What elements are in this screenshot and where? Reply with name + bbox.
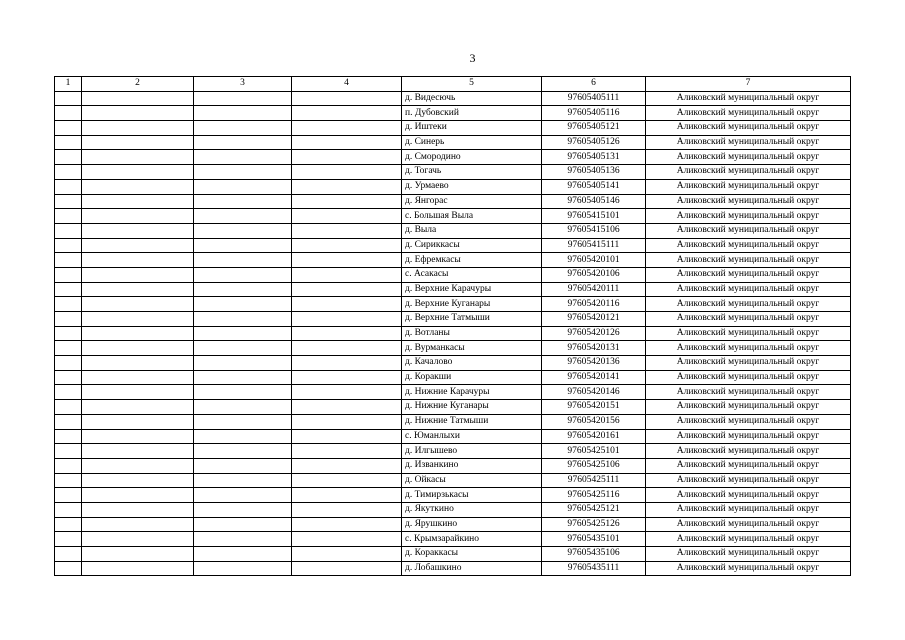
- municipality-cell: Аликовский муниципальный округ: [646, 502, 851, 517]
- cell-col2: [82, 91, 194, 106]
- row-number-cell: [55, 282, 82, 297]
- table-row: [55, 282, 851, 297]
- table-row: [55, 561, 851, 576]
- cell-col4: [292, 326, 402, 341]
- settlement-name-cell: д. Нижние Карачуры: [402, 385, 542, 400]
- settlement-name-cell: д. Вотланы: [402, 326, 542, 341]
- oktmo-code-cell: 97605405131: [542, 150, 646, 165]
- table-row: [55, 517, 851, 532]
- municipality-cell: Аликовский муниципальный округ: [646, 194, 851, 209]
- settlement-name-cell: д. Нижние Татмыши: [402, 414, 542, 429]
- municipality-cell: Аликовский муниципальный округ: [646, 458, 851, 473]
- table-row: [55, 341, 851, 356]
- municipality-cell: Аликовский муниципальный округ: [646, 312, 851, 327]
- cell-col4: [292, 385, 402, 400]
- settlement-name-cell: д. Синерь: [402, 135, 542, 150]
- municipality-cell: Аликовский муниципальный округ: [646, 547, 851, 562]
- cell-col4: [292, 253, 402, 268]
- row-number-cell: [55, 267, 82, 282]
- municipality-cell: Аликовский муниципальный округ: [646, 121, 851, 136]
- row-number-cell: [55, 356, 82, 371]
- oktmo-code-cell: 97605420121: [542, 312, 646, 327]
- row-number-cell: [55, 473, 82, 488]
- cell-col3: [194, 179, 292, 194]
- oktmo-code-cell: 97605435101: [542, 532, 646, 547]
- column-header-5: 5: [402, 77, 542, 92]
- row-number-cell: [55, 253, 82, 268]
- oktmo-code-cell: 97605420106: [542, 267, 646, 282]
- table-row: [55, 150, 851, 165]
- settlement-name-cell: д. Ефремкасы: [402, 253, 542, 268]
- table-header-row: [55, 77, 851, 92]
- table-row: [55, 165, 851, 180]
- oktmo-code-cell: 97605420126: [542, 326, 646, 341]
- cell-col2: [82, 561, 194, 576]
- cell-col4: [292, 502, 402, 517]
- table-row: [55, 356, 851, 371]
- row-number-cell: [55, 91, 82, 106]
- column-header-4: 4: [292, 77, 402, 92]
- cell-col2: [82, 106, 194, 121]
- cell-col3: [194, 135, 292, 150]
- row-number-cell: [55, 150, 82, 165]
- table-row: [55, 106, 851, 121]
- cell-col3: [194, 282, 292, 297]
- cell-col4: [292, 444, 402, 459]
- settlement-name-cell: д. Иштеки: [402, 121, 542, 136]
- cell-col3: [194, 444, 292, 459]
- cell-col2: [82, 209, 194, 224]
- row-number-cell: [55, 532, 82, 547]
- cell-col2: [82, 135, 194, 150]
- cell-col2: [82, 253, 194, 268]
- settlement-name-cell: д. Вурманкасы: [402, 341, 542, 356]
- table-row: [55, 209, 851, 224]
- settlement-name-cell: с. Юманлыхи: [402, 429, 542, 444]
- row-number-cell: [55, 341, 82, 356]
- cell-col2: [82, 502, 194, 517]
- cell-col2: [82, 517, 194, 532]
- municipality-cell: Аликовский муниципальный округ: [646, 341, 851, 356]
- cell-col2: [82, 473, 194, 488]
- cell-col3: [194, 312, 292, 327]
- cell-col4: [292, 121, 402, 136]
- oktmo-code-cell: 97605435111: [542, 561, 646, 576]
- column-header-3: 3: [194, 77, 292, 92]
- cell-col4: [292, 370, 402, 385]
- row-number-cell: [55, 209, 82, 224]
- cell-col4: [292, 473, 402, 488]
- cell-col4: [292, 312, 402, 327]
- settlement-name-cell: д. Янгорас: [402, 194, 542, 209]
- table-row: [55, 267, 851, 282]
- cell-col4: [292, 532, 402, 547]
- row-number-cell: [55, 370, 82, 385]
- table-row: [55, 297, 851, 312]
- row-number-cell: [55, 444, 82, 459]
- settlement-name-cell: д. Качалово: [402, 356, 542, 371]
- cell-col3: [194, 400, 292, 415]
- settlement-name-cell: д. Нижние Куганары: [402, 400, 542, 415]
- oktmo-code-cell: 97605425101: [542, 444, 646, 459]
- row-number-cell: [55, 121, 82, 136]
- oktmo-code-cell: 97605405136: [542, 165, 646, 180]
- cell-col3: [194, 502, 292, 517]
- cell-col3: [194, 91, 292, 106]
- table-row: [55, 458, 851, 473]
- municipality-cell: Аликовский муниципальный округ: [646, 444, 851, 459]
- cell-col3: [194, 297, 292, 312]
- cell-col4: [292, 165, 402, 180]
- cell-col4: [292, 91, 402, 106]
- row-number-cell: [55, 312, 82, 327]
- cell-col4: [292, 341, 402, 356]
- municipality-cell: Аликовский муниципальный округ: [646, 267, 851, 282]
- cell-col4: [292, 400, 402, 415]
- row-number-cell: [55, 165, 82, 180]
- cell-col2: [82, 444, 194, 459]
- cell-col4: [292, 458, 402, 473]
- municipality-cell: Аликовский муниципальный округ: [646, 532, 851, 547]
- table-row: [55, 135, 851, 150]
- row-number-cell: [55, 547, 82, 562]
- table-row: [55, 400, 851, 415]
- cell-col2: [82, 267, 194, 282]
- cell-col3: [194, 458, 292, 473]
- oktmo-code-cell: 97605420131: [542, 341, 646, 356]
- settlement-name-cell: д. Тимирзькасы: [402, 488, 542, 503]
- row-number-cell: [55, 458, 82, 473]
- oktmo-code-cell: 97605420141: [542, 370, 646, 385]
- table-row: [55, 532, 851, 547]
- cell-col3: [194, 209, 292, 224]
- municipality-cell: Аликовский муниципальный округ: [646, 370, 851, 385]
- municipality-cell: Аликовский муниципальный округ: [646, 429, 851, 444]
- page-number: 3: [469, 51, 476, 65]
- municipality-cell: Аликовский муниципальный округ: [646, 326, 851, 341]
- table-row: [55, 253, 851, 268]
- municipality-cell: Аликовский муниципальный округ: [646, 91, 851, 106]
- table-row: [55, 444, 851, 459]
- cell-col3: [194, 414, 292, 429]
- municipality-cell: Аликовский муниципальный округ: [646, 150, 851, 165]
- oktmo-code-cell: 97605420146: [542, 385, 646, 400]
- cell-col3: [194, 165, 292, 180]
- oktmo-code-cell: 97605415106: [542, 223, 646, 238]
- table-row: [55, 326, 851, 341]
- settlement-name-cell: д. Сириккасы: [402, 238, 542, 253]
- settlement-name-cell: д. Ярушкино: [402, 517, 542, 532]
- municipality-cell: Аликовский муниципальный округ: [646, 400, 851, 415]
- cell-col3: [194, 488, 292, 503]
- settlement-name-cell: д. Смородино: [402, 150, 542, 165]
- municipality-cell: Аликовский муниципальный округ: [646, 253, 851, 268]
- oktmo-code-cell: 97605425116: [542, 488, 646, 503]
- cell-col3: [194, 473, 292, 488]
- settlement-name-cell: с. Асакасы: [402, 267, 542, 282]
- oktmo-code-cell: 97605420111: [542, 282, 646, 297]
- oktmo-code-cell: 97605420156: [542, 414, 646, 429]
- table-body: [55, 91, 851, 576]
- cell-col3: [194, 253, 292, 268]
- oktmo-code-cell: 97605420151: [542, 400, 646, 415]
- municipality-cell: Аликовский муниципальный округ: [646, 414, 851, 429]
- row-number-cell: [55, 106, 82, 121]
- municipality-cell: Аликовский муниципальный округ: [646, 473, 851, 488]
- settlement-name-cell: д. Выла: [402, 223, 542, 238]
- cell-col3: [194, 267, 292, 282]
- cell-col3: [194, 517, 292, 532]
- row-number-cell: [55, 517, 82, 532]
- cell-col2: [82, 385, 194, 400]
- oktmo-code-cell: 97605425106: [542, 458, 646, 473]
- table-row: [55, 238, 851, 253]
- cell-col4: [292, 135, 402, 150]
- column-header-2: 2: [82, 77, 194, 92]
- cell-col2: [82, 179, 194, 194]
- cell-col4: [292, 209, 402, 224]
- cell-col4: [292, 517, 402, 532]
- settlement-name-cell: д. Урмаево: [402, 179, 542, 194]
- table-row: [55, 488, 851, 503]
- cell-col4: [292, 297, 402, 312]
- settlement-name-cell: д. Изванкино: [402, 458, 542, 473]
- cell-col3: [194, 341, 292, 356]
- table-row: [55, 547, 851, 562]
- cell-col3: [194, 223, 292, 238]
- oktmo-code-cell: 97605405141: [542, 179, 646, 194]
- cell-col4: [292, 150, 402, 165]
- oktmo-code-cell: 97605425111: [542, 473, 646, 488]
- oktmo-code-cell: 97605420161: [542, 429, 646, 444]
- table-row: [55, 473, 851, 488]
- oktmo-code-cell: 97605405111: [542, 91, 646, 106]
- table-row: [55, 312, 851, 327]
- oktmo-code-cell: 97605405121: [542, 121, 646, 136]
- table-row: [55, 370, 851, 385]
- oktmo-code-cell: 97605420101: [542, 253, 646, 268]
- row-number-cell: [55, 400, 82, 415]
- cell-col2: [82, 341, 194, 356]
- municipality-cell: Аликовский муниципальный округ: [646, 356, 851, 371]
- cell-col3: [194, 370, 292, 385]
- row-number-cell: [55, 561, 82, 576]
- row-number-cell: [55, 194, 82, 209]
- cell-col4: [292, 238, 402, 253]
- cell-col4: [292, 488, 402, 503]
- cell-col4: [292, 267, 402, 282]
- cell-col3: [194, 429, 292, 444]
- settlement-name-cell: д. Верхние Карачуры: [402, 282, 542, 297]
- cell-col2: [82, 312, 194, 327]
- table-row: [55, 121, 851, 136]
- table-row: [55, 179, 851, 194]
- municipality-cell: Аликовский муниципальный округ: [646, 179, 851, 194]
- cell-col2: [82, 400, 194, 415]
- settlement-name-cell: д. Видесючь: [402, 91, 542, 106]
- cell-col2: [82, 150, 194, 165]
- cell-col2: [82, 532, 194, 547]
- table-row: [55, 429, 851, 444]
- row-number-cell: [55, 223, 82, 238]
- table-row: [55, 385, 851, 400]
- column-header-7: 7: [646, 77, 851, 92]
- cell-col3: [194, 326, 292, 341]
- column-header-6: 6: [542, 77, 646, 92]
- row-number-cell: [55, 502, 82, 517]
- row-number-cell: [55, 238, 82, 253]
- oktmo-code-cell: 97605405126: [542, 135, 646, 150]
- oktmo-code-cell: 97605425121: [542, 502, 646, 517]
- municipality-cell: Аликовский муниципальный округ: [646, 297, 851, 312]
- cell-col2: [82, 194, 194, 209]
- municipality-cell: Аликовский муниципальный округ: [646, 238, 851, 253]
- cell-col4: [292, 179, 402, 194]
- cell-col3: [194, 150, 292, 165]
- cell-col4: [292, 429, 402, 444]
- municipality-cell: Аликовский муниципальный округ: [646, 106, 851, 121]
- oktmo-code-cell: 97605425126: [542, 517, 646, 532]
- cell-col2: [82, 121, 194, 136]
- oktmo-code-cell: 97605405146: [542, 194, 646, 209]
- settlement-name-cell: д. Верхние Татмыши: [402, 312, 542, 327]
- oktmo-code-cell: 97605435106: [542, 547, 646, 562]
- municipality-cell: Аликовский муниципальный округ: [646, 223, 851, 238]
- cell-col3: [194, 238, 292, 253]
- cell-col2: [82, 297, 194, 312]
- cell-col3: [194, 356, 292, 371]
- cell-col2: [82, 370, 194, 385]
- cell-col4: [292, 414, 402, 429]
- cell-col2: [82, 488, 194, 503]
- cell-col4: [292, 561, 402, 576]
- municipality-cell: Аликовский муниципальный округ: [646, 209, 851, 224]
- cell-col3: [194, 385, 292, 400]
- row-number-cell: [55, 429, 82, 444]
- cell-col3: [194, 547, 292, 562]
- table-row: [55, 194, 851, 209]
- settlements-table: [54, 76, 851, 576]
- settlement-name-cell: д. Илгышево: [402, 444, 542, 459]
- municipality-cell: Аликовский муниципальный округ: [646, 517, 851, 532]
- cell-col2: [82, 429, 194, 444]
- settlement-name-cell: д. Якуткино: [402, 502, 542, 517]
- municipality-cell: Аликовский муниципальный округ: [646, 561, 851, 576]
- table-row: [55, 223, 851, 238]
- municipality-cell: Аликовский муниципальный округ: [646, 385, 851, 400]
- cell-col3: [194, 561, 292, 576]
- row-number-cell: [55, 488, 82, 503]
- row-number-cell: [55, 414, 82, 429]
- settlement-name-cell: с. Крымзарайкино: [402, 532, 542, 547]
- cell-col2: [82, 356, 194, 371]
- municipality-cell: Аликовский муниципальный округ: [646, 135, 851, 150]
- municipality-cell: Аликовский муниципальный округ: [646, 282, 851, 297]
- table-row: [55, 414, 851, 429]
- municipality-cell: Аликовский муниципальный округ: [646, 488, 851, 503]
- settlement-name-cell: д. Кораккасы: [402, 547, 542, 562]
- column-header-1: 1: [55, 77, 82, 92]
- settlement-name-cell: д. Верхние Куганары: [402, 297, 542, 312]
- row-number-cell: [55, 135, 82, 150]
- cell-col3: [194, 194, 292, 209]
- cell-col2: [82, 547, 194, 562]
- cell-col4: [292, 194, 402, 209]
- table-row: [55, 91, 851, 106]
- oktmo-code-cell: 97605420136: [542, 356, 646, 371]
- cell-col4: [292, 547, 402, 562]
- settlement-name-cell: с. Большая Выла: [402, 209, 542, 224]
- municipality-cell: Аликовский муниципальный округ: [646, 165, 851, 180]
- cell-col2: [82, 165, 194, 180]
- cell-col3: [194, 121, 292, 136]
- table-row: [55, 502, 851, 517]
- settlement-name-cell: д. Коракши: [402, 370, 542, 385]
- row-number-cell: [55, 326, 82, 341]
- oktmo-code-cell: 97605415111: [542, 238, 646, 253]
- settlement-name-cell: д. Тогачь: [402, 165, 542, 180]
- oktmo-code-cell: 97605420116: [542, 297, 646, 312]
- row-number-cell: [55, 385, 82, 400]
- settlement-name-cell: п. Дубовский: [402, 106, 542, 121]
- row-number-cell: [55, 297, 82, 312]
- cell-col2: [82, 282, 194, 297]
- settlement-name-cell: д. Ойкасы: [402, 473, 542, 488]
- cell-col4: [292, 356, 402, 371]
- cell-col4: [292, 223, 402, 238]
- cell-col4: [292, 282, 402, 297]
- cell-col3: [194, 106, 292, 121]
- cell-col2: [82, 238, 194, 253]
- settlement-name-cell: д. Лобашкино: [402, 561, 542, 576]
- cell-col2: [82, 414, 194, 429]
- cell-col3: [194, 532, 292, 547]
- cell-col2: [82, 458, 194, 473]
- oktmo-code-cell: 97605405116: [542, 106, 646, 121]
- cell-col2: [82, 223, 194, 238]
- row-number-cell: [55, 179, 82, 194]
- cell-col2: [82, 326, 194, 341]
- oktmo-code-cell: 97605415101: [542, 209, 646, 224]
- cell-col4: [292, 106, 402, 121]
